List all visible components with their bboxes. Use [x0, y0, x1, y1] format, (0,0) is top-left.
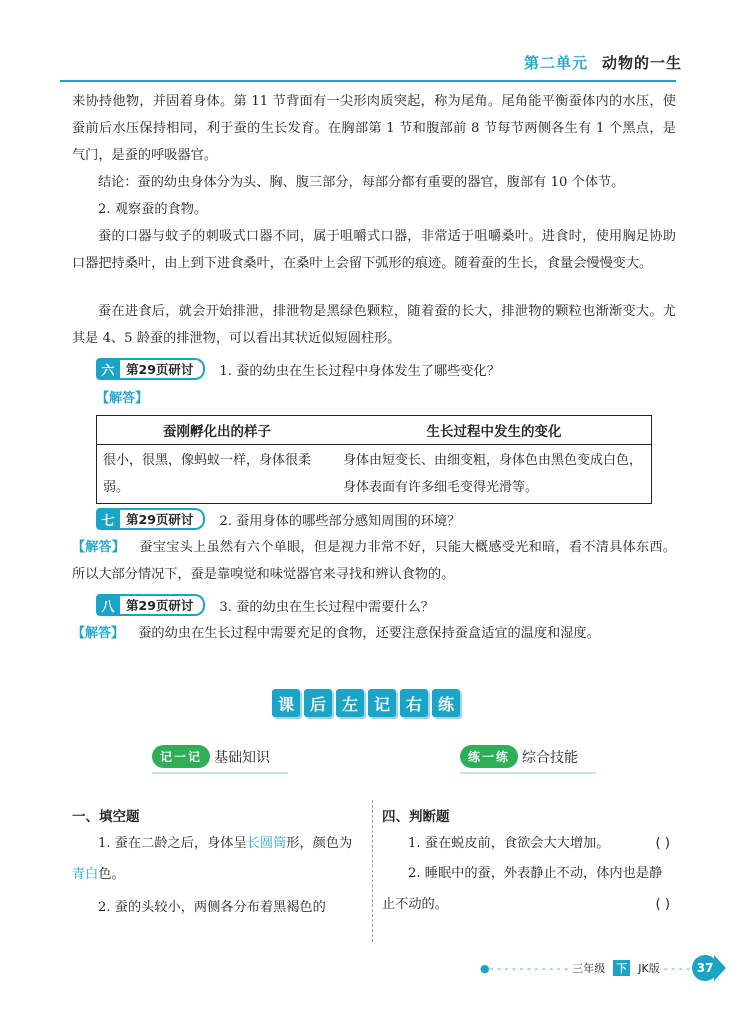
paragraph-mouthparts: 蚕的口器与蚊子的刺吸式口器不同，属于咀嚼式口器，非常适于咀嚼桑叶。进食时，使用胸足协助口器把持桑叶，由上到下进食桑叶，在桑叶上会留下弧形的痕迹。随着蚕的生长，食量会慢慢变大。	[72, 229, 676, 271]
answer-text: 蚕的幼虫在生长过程中需要充足的食物，还要注意保持蚕盒适宜的温度和湿度。	[138, 626, 600, 641]
answer-text: 蚕宝宝头上虽然有六个单眼，但是视力非常不好，只能大概感受光和暗，看不清具体东西。所以大部分情况下，蚕是靠嗅觉和味觉器官来寻找和辨认食物的。	[72, 540, 676, 582]
footer-dashes-2: - - - -	[663, 961, 691, 975]
answer-8	[72, 620, 676, 647]
left-col-title: 一、填空题	[72, 809, 140, 825]
pill-text: 基础知识	[214, 749, 271, 766]
table-cell: 身体由短变长、由细变粗，身体色由黑色变成白色，身体表面有许多细毛变得光滑等。	[343, 453, 643, 495]
answer-tag: 【解答】	[72, 626, 125, 641]
section-char: 练	[432, 689, 460, 717]
section-char: 左	[336, 689, 364, 717]
footer-dashes: ●- - - - - - - - - - -	[480, 961, 569, 975]
question-number: 七	[96, 508, 120, 530]
page-number: 37	[692, 955, 718, 981]
unit-title: 动物的一生	[601, 54, 682, 72]
footer-grade: 三年级	[572, 962, 606, 975]
text-segment: 形，颜色为	[286, 836, 353, 851]
footer-edition: JK版	[638, 962, 660, 975]
paragraph-1: 来协持他物，并固着身体。第 11 节背面有一尖形肉质突起，称为尾角。尾角能平衡蚕体内的水压，使蚕前后水压保持相同，利于蚕的生长发育。在胸部第 1 节和腹部前 8 节每节两侧各生有 1 个黑点，是气门，是蚕的呼吸器官。	[72, 94, 676, 163]
pill-underline	[460, 772, 596, 774]
question-6	[96, 358, 500, 380]
question-text: 1. 蚕的幼虫在生长过程中身体发生了哪些变化？	[219, 363, 500, 379]
text-segment: 1. 蚕在二龄之后，身体呈	[98, 836, 247, 851]
paragraph-conclusion: 结论：蚕的幼虫身体分为头、胸、腹三部分，每部分都有重要的器官，腹部有 10 个体节。	[98, 175, 625, 190]
table-cell: 很小，很黑，像蚂蚁一样，身体很柔弱。	[103, 453, 312, 495]
table-header: 生长过程中发生的变化	[337, 416, 652, 445]
question-text: 3. 蚕的幼虫在生长过程中需要什么？	[219, 599, 434, 615]
text-segment: 色。	[98, 867, 125, 882]
answer-7	[72, 534, 676, 588]
question-number: 八	[96, 594, 120, 616]
pill-tag: 记一记	[152, 745, 210, 768]
section-char: 记	[368, 689, 396, 717]
section-char: 后	[304, 689, 332, 717]
arrow-right-icon	[714, 955, 726, 981]
unit-header	[524, 52, 682, 73]
answer-bracket: ( )	[655, 836, 670, 851]
question-badge	[96, 508, 205, 530]
right-pill	[460, 745, 596, 774]
question-label: 第29页研讨	[120, 508, 205, 530]
question-label: 第29页研讨	[120, 358, 205, 380]
page-footer	[480, 955, 726, 981]
fill-question-1	[72, 828, 364, 890]
column-divider	[372, 800, 373, 942]
pill-tag: 练一练	[460, 745, 518, 768]
question-8	[96, 594, 434, 616]
pill-text: 综合技能	[522, 749, 579, 766]
paragraph-observe-food: 2. 观察蚕的食物。	[98, 202, 208, 217]
right-col-title: 四、判断题	[382, 809, 450, 825]
question-label: 第29页研讨	[120, 594, 205, 616]
question-7	[96, 508, 460, 530]
footer-term: 下	[613, 960, 630, 976]
question-badge	[96, 594, 205, 616]
fill-question-2: 2. 蚕的头较小，两侧各分布着黑褐色的	[98, 900, 326, 915]
question-text: 1. 蚕在蜕皮前，食欲会大大增加。	[408, 836, 610, 851]
judge-question-2	[382, 858, 674, 920]
question-text: 2. 睡眠中的蚕，外表静止不动，体内也是静止不动的。	[382, 866, 663, 912]
header-rule	[60, 80, 676, 82]
answer-fill: 青白	[72, 867, 99, 882]
answer-tag: 【解答】	[96, 391, 149, 406]
answer-bracket: ( )	[655, 897, 670, 912]
answer-tag: 【解答】	[72, 540, 125, 555]
pill-underline	[152, 772, 288, 774]
section-title	[272, 689, 460, 717]
question-text: 2. 蚕用身体的哪些部分感知周围的环境？	[219, 513, 461, 529]
question-number: 六	[96, 358, 120, 380]
left-pill	[152, 745, 288, 774]
unit-label: 第二单元	[523, 54, 588, 72]
answer-fill: 长圆筒	[246, 836, 287, 851]
answer-table	[96, 415, 652, 504]
section-char: 课	[272, 689, 300, 717]
paragraph-excretion: 蚕在进食后，就会开始排泄，排泄物是黑绿色颗粒，随着蚕的长大，排泄物的颗粒也渐渐变大。尤其是 4、5 龄蚕的排泄物，可以看出其状近似短圆柱形。	[72, 304, 676, 346]
judge-question-1	[382, 828, 674, 859]
question-badge	[96, 358, 205, 380]
section-char: 右	[400, 689, 428, 717]
table-header: 蚕刚孵化出的样子	[97, 416, 338, 445]
